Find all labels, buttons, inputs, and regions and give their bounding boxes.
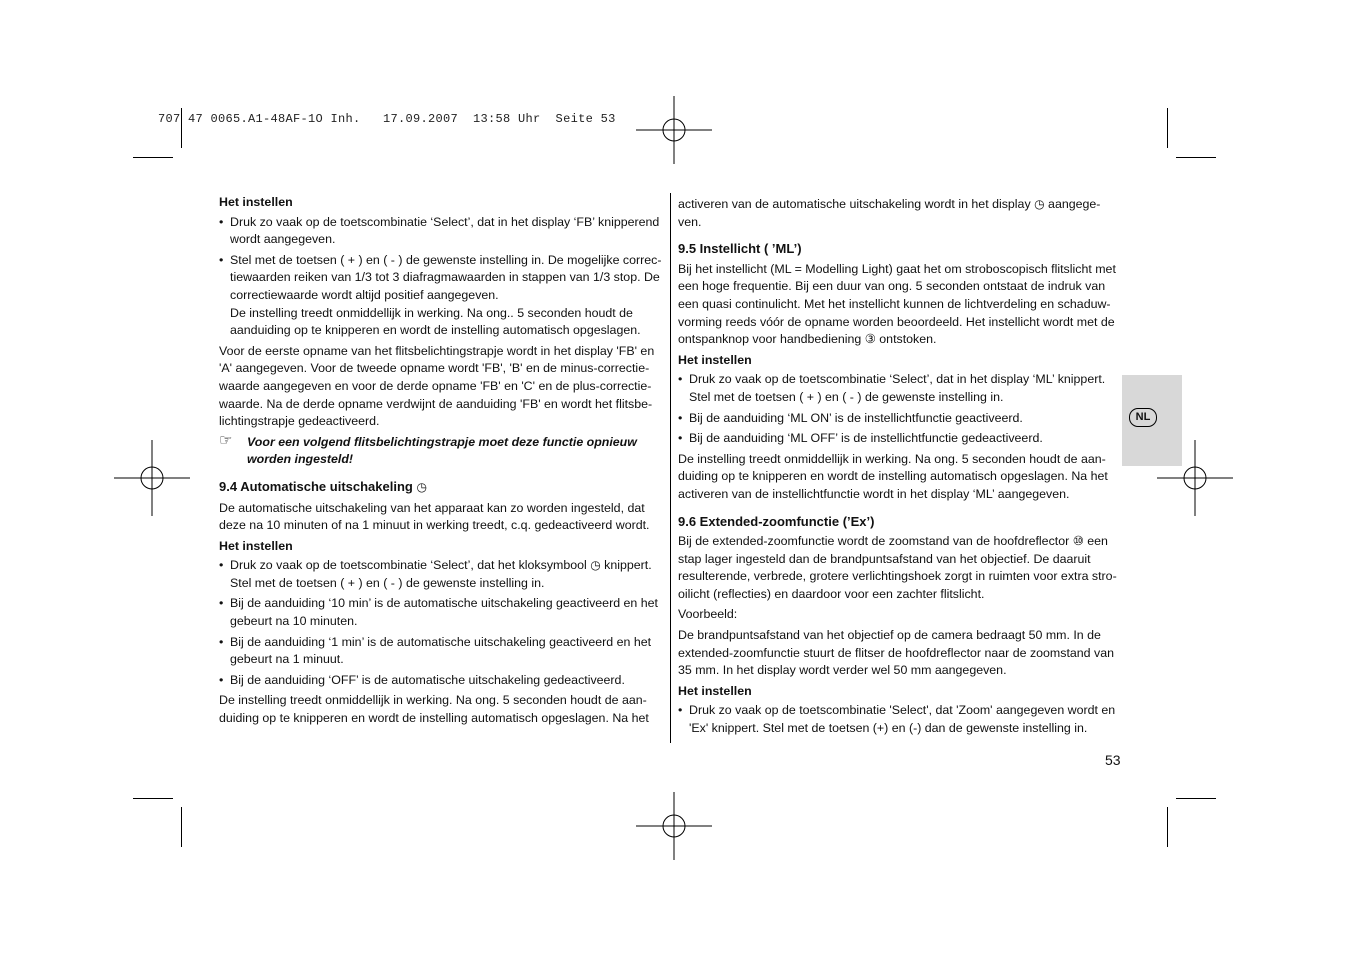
circled-number: ③ <box>864 332 876 347</box>
list-item: • Bij de aanduiding ‘ML OFF’ is de instellichtfunctie gedeactiveerd. <box>678 430 1121 448</box>
paragraph-text: een stap lager ingesteld dan de brandpuntsafstand van het objectief. De daaruit resulterende, verbrede, grotere verlichtingshoek zorgt in ruimten voor extra stro-oilicht (reflecties) en daardoor voor een zachter flitslicht. <box>678 534 1117 601</box>
language-tab-label: NL <box>1129 408 1157 427</box>
paragraph: De automatische uitschakeling van het apparaat kan zo worden ingesteld, dat deze na 10 minuten of na 1 minuut in werking treedt, c.q. gedeactiveerd wordt. <box>219 500 650 533</box>
left-column <box>219 193 663 731</box>
clock-icon: ◷ <box>590 558 601 573</box>
paragraph: De instelling treedt onmiddellijk in werking. Na ong. 5 seconden houdt de aan-duiding op te knipperen en wordt de instelling automatisch opgeslagen. Na het <box>219 693 649 726</box>
section-heading: 9.5 Instellicht ( ’ML’) <box>678 241 802 257</box>
paragraph-text: ontstoken. <box>879 332 937 347</box>
list-item-text: knippert. Stel met de toetsen ( + ) en ( - ) de gewenste instelling in. <box>230 558 652 590</box>
right-column <box>678 196 1121 741</box>
list-item: • Bij de aanduiding ‘10 min’ is de automatische uitschakeling geactiveerd en het gebeurt na 10 minuten. <box>219 595 663 630</box>
section-heading <box>219 478 663 497</box>
list-item: • Druk zo vaak op de toetscombinatie ‘Select’, dat in het display ‘ML’ knippert. Stel met de toetsen ( + ) en ( - ) de gewenste instelling in. <box>678 371 1121 406</box>
crop-mark <box>133 798 173 799</box>
section-title: 9.4 Automatische uitschakeling <box>219 478 413 494</box>
crop-mark <box>1167 108 1168 148</box>
list-item-text: Druk zo vaak op de toetscombinatie ‘Select’, dat het kloksymbool <box>230 558 587 573</box>
bullet-list <box>678 371 1121 447</box>
list-item-text: De instelling treedt onmiddellijk in werking. Na ong.. 5 seconden houdt de aanduiding op te knipperen en wordt de instelling automatisch opgeslagen. <box>230 305 641 338</box>
registration-mark-icon <box>114 440 190 516</box>
list-item: • Druk zo vaak op de toetscombinatie ‘Select’, dat in het display ‘FB’ knipperend wordt aangegeven. <box>219 214 663 249</box>
print-slug: 707 47 0065.A1-48AF-1O Inh. 17.09.2007 13:58 Uhr Seite 53 <box>158 112 616 126</box>
list-item-text: • Stel met de toetsen ( + ) en ( - ) de gewenste instelling in. De mogelijke correc-tiewaarden reiken van 1/3 tot 3 diafragmawaarden in stappen van 1/3 stop. De correctiewaarde wordt altijd positief aangegeven. <box>230 252 662 302</box>
paragraph: De brandpuntsafstand van het objectief op de camera bedraagt 50 mm. In de extended-zoomfunctie stuurt de flitser de hoofdreflector naar de zoomstand van 35 mm. In het display wordt verder wel 50 mm aangegeven. <box>678 628 1114 678</box>
clock-icon: ◷ <box>1034 197 1045 211</box>
bullet-list <box>219 557 663 689</box>
subheading: Het instellen <box>219 538 293 553</box>
registration-mark-icon <box>636 788 712 864</box>
paragraph <box>678 533 1121 603</box>
list-item: • Bij de aanduiding ‘ML ON’ is de instellichtfunctie geactiveerd. <box>678 410 1121 428</box>
paragraph-text: aangege-ven. <box>678 197 1101 229</box>
paragraph <box>678 261 1121 349</box>
subheading: Het instellen <box>678 352 752 367</box>
list-item: • Druk zo vaak op de toetscombinatie 'Select', dat 'Zoom' aangegeven wordt en 'Ex' knippert. Stel met de toetsen (+) en (-) dan de gewenste instelling in. <box>678 702 1121 737</box>
paragraph-text: Bij de extended-zoomfunctie wordt de zoomstand van de hoofdreflector <box>678 534 1070 549</box>
paragraph-text: activeren van de automatische uitschakeling wordt in het display <box>678 197 1031 211</box>
column-divider <box>670 193 671 743</box>
list-item: • Bij de aanduiding ‘OFF’ is de automatische uitschakeling gedeactiveerd. <box>219 672 663 690</box>
bullet-list <box>219 214 663 340</box>
list-item: • Bij de aanduiding ‘1 min’ is de automatische uitschakeling geactiveerd en het gebeurt na 1 minuut. <box>219 634 663 669</box>
note-text: Voor een volgend flitsbelichtingstrapje moet deze functie opnieuw worden ingesteld! <box>247 434 637 467</box>
list-item <box>219 252 663 340</box>
paragraph <box>678 196 1121 231</box>
paragraph: De instelling treedt onmiddellijk in werking. Na ong. 5 seconden houdt de aan-duiding op te knipperen en wordt de instelling automatisch opgeslagen. Na het activeren van de instellichtfunctie wordt in het display ‘ML’ aangegeven. <box>678 451 1108 501</box>
crop-mark <box>181 807 182 847</box>
paragraph: Voorbeeld: <box>678 607 738 622</box>
subheading: Het instellen <box>678 683 752 698</box>
list-item <box>219 557 663 592</box>
paragraph-text: Bij het instellicht (ML = Modelling Light) gaat het om stroboscopisch flitslicht met een hoge frequentie. Bij een duur van ong. 5 seconden ontstaat de indruk van een quasi continulicht. Met het instellicht kunnen de lichtverdeling en schaduw-vorming reeds vóór de opname worden beoordeeld. Het instellicht wordt met de ontspanknop voor handbediening <box>678 261 1116 347</box>
circled-number: ⑩ <box>1072 534 1084 549</box>
crop-mark <box>133 157 173 158</box>
pointing-hand-icon: ☞ <box>219 431 233 449</box>
section-heading: 9.6 Extended-zoomfunctie (’Ex’) <box>678 513 875 529</box>
paragraph: Voor de eerste opname van het flitsbelichtingstrapje wordt in het display 'FB' en 'A' aangegeven. Voor de tweede opname wordt 'FB', 'B' en de minus-correctie-waarde aangegeven en voor de derde opname 'FB' en 'C' en de plus-correctie-waarde. Na de derde opname verdwijnt de aanduiding 'FB' en wordt het flitsbe-lichtingstrapje gedeactiveerd. <box>219 343 655 429</box>
crop-mark <box>1167 807 1168 847</box>
subheading: Het instellen <box>219 195 293 209</box>
clock-icon: ◷ <box>416 479 427 494</box>
crop-mark <box>1176 798 1216 799</box>
registration-mark-icon <box>636 92 712 168</box>
bullet-list <box>678 702 1121 737</box>
page-number: 53 <box>1105 752 1121 768</box>
crop-mark <box>1176 157 1216 158</box>
note <box>219 431 663 469</box>
